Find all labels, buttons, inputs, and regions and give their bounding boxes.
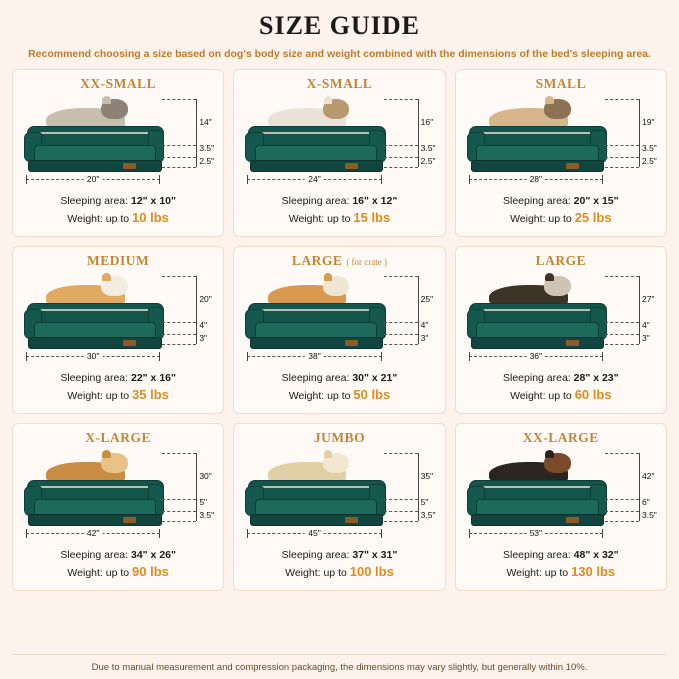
dim-base-height: 3": [641, 333, 650, 344]
weight-upto: up to: [327, 213, 354, 226]
bed-base: [471, 337, 604, 349]
dim-width: 28": [527, 174, 545, 184]
weight-row: [463, 209, 659, 228]
size-specs: [463, 194, 659, 228]
weight-value: 15 lbs: [353, 210, 391, 226]
dog-ear: [545, 450, 554, 459]
bed-illustration: [24, 274, 164, 349]
sleeping-area-label: Sleeping area:: [281, 372, 350, 385]
dim-width: 24": [305, 174, 323, 184]
height-dimensions: [384, 453, 436, 552]
bed-base: [250, 514, 383, 526]
dog-bed: [245, 126, 385, 172]
sleeping-area-value: 16" x 12": [352, 195, 398, 208]
bed-figure: [463, 93, 659, 192]
sleeping-area-label: Sleeping area:: [281, 549, 350, 562]
size-card-title: [463, 76, 659, 92]
size-name: LARGE: [535, 253, 587, 269]
weight-upto: up to: [327, 390, 354, 403]
weight-upto: up to: [105, 567, 133, 580]
bed-base: [250, 337, 383, 349]
size-card-title: [241, 76, 437, 92]
size-card-title: [20, 253, 216, 269]
dim-total-height: 35": [420, 471, 434, 482]
weight-row: [20, 209, 216, 228]
footer-divider: [12, 654, 667, 655]
weight-row: [463, 563, 659, 582]
size-name: X-SMALL: [306, 76, 373, 92]
dim-width: 30": [84, 351, 102, 361]
width-dimension: [469, 174, 603, 188]
size-name: SMALL: [535, 76, 587, 92]
sleeping-area-label: Sleeping area:: [60, 549, 129, 562]
width-dimension: [247, 528, 381, 542]
dog-ear: [102, 96, 111, 105]
dim-width: 20": [84, 174, 102, 184]
bed-figure: [463, 447, 659, 546]
weight-label: Weight:: [288, 390, 325, 403]
dim-total-height: 19": [641, 117, 655, 128]
dim-width: 42": [84, 528, 102, 538]
weight-row: [241, 386, 437, 405]
dog-ear: [102, 273, 111, 282]
brand-tag: [123, 163, 136, 169]
sleeping-area-label: Sleeping area:: [281, 195, 350, 208]
bed-figure: [241, 270, 437, 369]
bed-illustration: [467, 451, 607, 526]
sleeping-area-value: 48" x 32": [573, 549, 619, 562]
size-card-x-large: [12, 423, 224, 591]
bed-illustration: [245, 274, 385, 349]
brand-tag: [123, 340, 136, 346]
sleeping-area-label: Sleeping area:: [503, 549, 571, 562]
weight-upto: up to: [105, 390, 133, 403]
size-name: X-LARGE: [85, 430, 152, 446]
width-dimension: [469, 528, 603, 542]
dim-mid-height: 5": [420, 497, 429, 508]
size-specs: [20, 371, 216, 405]
dim-width: 45": [305, 528, 323, 538]
weight-label: Weight:: [285, 567, 321, 580]
dog-bed: [24, 303, 164, 349]
dog-bed: [245, 303, 385, 349]
size-card-title: [20, 430, 216, 446]
weight-label: Weight:: [510, 390, 546, 403]
dim-width: 53": [527, 528, 545, 538]
dim-base-height: 2.5": [420, 156, 436, 167]
weight-value: 60 lbs: [574, 387, 612, 403]
dog-ear: [324, 450, 333, 459]
dim-base-height: 3.5": [641, 510, 657, 521]
bed-illustration: [24, 451, 164, 526]
height-dimensions: [605, 453, 657, 552]
size-name: LARGE: [291, 253, 343, 269]
dim-width: 36": [527, 351, 545, 361]
size-specs: [20, 194, 216, 228]
dim-base-height: 3.5": [420, 510, 436, 521]
height-dimensions: [162, 276, 214, 375]
weight-row: [241, 563, 437, 582]
size-specs: [463, 548, 659, 582]
height-dimensions: [605, 99, 657, 198]
weight-value: 25 lbs: [574, 210, 612, 226]
width-dimension: [247, 174, 381, 188]
height-dimensions: [162, 99, 214, 198]
bed-figure: [20, 93, 216, 192]
weight-value: 50 lbs: [353, 387, 391, 403]
dim-base-height: 3.5": [199, 510, 215, 521]
sleeping-area-value: 34" x 26": [130, 549, 176, 562]
bed-illustration: [245, 451, 385, 526]
dog-ear: [545, 273, 554, 282]
weight-value: 130 lbs: [571, 564, 616, 580]
weight-label: Weight:: [510, 213, 546, 226]
weight-row: [463, 386, 659, 405]
size-card-jumbo: [233, 423, 445, 591]
footer-note: Due to manual measurement and compression packaging, the dimensions may vary slightly, but generally within 10%.: [91, 662, 588, 673]
weight-row: [241, 209, 437, 228]
bed-base: [471, 514, 604, 526]
dim-total-height: 30": [199, 471, 212, 482]
dog-ear: [102, 450, 111, 459]
size-card-title: [241, 253, 437, 269]
size-card-title: [241, 430, 437, 446]
brand-tag: [566, 340, 579, 346]
size-card-medium: [12, 246, 224, 414]
weight-value: 90 lbs: [132, 564, 169, 580]
size-card-xx-small: [12, 69, 224, 237]
dim-mid-height: 4": [199, 320, 208, 331]
bed-illustration: [245, 97, 385, 172]
size-card-large: [455, 246, 667, 414]
dim-mid-height: 6": [641, 497, 650, 508]
dim-mid-height: 4": [420, 320, 429, 331]
size-specs: [20, 548, 216, 582]
brand-tag: [566, 163, 579, 169]
height-dimensions: [384, 99, 436, 198]
size-note: ( for crate ): [346, 257, 388, 268]
bed-figure: [463, 270, 659, 369]
width-dimension: [247, 351, 381, 365]
dog-bed: [24, 126, 164, 172]
dim-mid-height: 3.5": [420, 143, 436, 154]
dim-total-height: 42": [641, 471, 655, 482]
weight-label: Weight:: [67, 390, 103, 403]
dim-total-height: 25": [420, 294, 434, 305]
brand-tag: [123, 517, 136, 523]
size-name: XX-SMALL: [80, 76, 157, 92]
weight-upto: up to: [544, 567, 572, 580]
width-dimension: [26, 174, 160, 188]
size-specs: [241, 194, 437, 228]
sleeping-area-value: 20" x 15": [573, 195, 619, 208]
weight-row: [20, 386, 216, 405]
bed-base: [28, 514, 161, 526]
brand-tag: [345, 340, 358, 346]
dog-bed: [467, 126, 607, 172]
bed-figure: [241, 93, 437, 192]
dim-mid-height: 3.5": [641, 143, 657, 154]
dog-ear: [545, 96, 554, 105]
sleeping-area-value: 28" x 23": [573, 372, 619, 385]
width-dimension: [469, 351, 603, 365]
bed-illustration: [467, 274, 607, 349]
dim-base-height: 2.5": [199, 156, 215, 167]
bed-figure: [20, 270, 216, 369]
dog-bed: [24, 480, 164, 526]
size-card-grid: [0, 69, 679, 591]
size-name: JUMBO: [313, 430, 366, 446]
size-card-title: [20, 76, 216, 92]
weight-value: 10 lbs: [132, 210, 169, 226]
sleeping-area-value: 22" x 16": [130, 372, 176, 385]
sleeping-area-value: 37" x 31": [352, 549, 398, 562]
weight-label: Weight:: [288, 213, 325, 226]
dim-total-height: 14": [199, 117, 212, 128]
dim-base-height: 2.5": [641, 156, 657, 167]
weight-label: Weight:: [506, 567, 542, 580]
weight-label: Weight:: [67, 213, 103, 226]
dim-total-height: 27": [641, 294, 655, 305]
sleeping-area-label: Sleeping area:: [503, 372, 571, 385]
size-specs: [241, 548, 437, 582]
bed-base: [28, 337, 161, 349]
dog-bed: [467, 303, 607, 349]
bed-base: [471, 160, 604, 172]
size-card-xx-large: [455, 423, 667, 591]
weight-label: Weight:: [67, 567, 103, 580]
sleeping-area-value: 12" x 10": [130, 195, 176, 208]
weight-value: 35 lbs: [132, 387, 169, 403]
sleeping-area-label: Sleeping area:: [60, 372, 129, 385]
dim-mid-height: 5": [199, 497, 208, 508]
weight-upto: up to: [105, 213, 133, 226]
size-name: XX-LARGE: [522, 430, 599, 446]
bed-base: [250, 160, 383, 172]
page-subtitle: Recommend choosing a size based on dog's body size and weight combined with the dimensions of the bed's sleeping area.: [28, 48, 651, 61]
width-dimension: [26, 528, 160, 542]
bed-illustration: [24, 97, 164, 172]
dog-bed: [467, 480, 607, 526]
brand-tag: [345, 517, 358, 523]
width-dimension: [26, 351, 160, 365]
dim-mid-height: 3.5": [199, 143, 215, 154]
sleeping-area-label: Sleeping area:: [503, 195, 571, 208]
brand-tag: [566, 517, 579, 523]
sleeping-area-value: 30" x 21": [352, 372, 398, 385]
size-specs: [463, 371, 659, 405]
height-dimensions: [384, 276, 436, 375]
weight-row: [20, 563, 216, 582]
size-card-title: [463, 253, 659, 269]
size-specs: [241, 371, 437, 405]
dog-bed: [245, 480, 385, 526]
height-dimensions: [605, 276, 657, 375]
weight-upto: up to: [548, 390, 575, 403]
dim-base-height: 3": [199, 333, 208, 344]
bed-base: [28, 160, 161, 172]
bed-illustration: [467, 97, 607, 172]
size-card-small: [455, 69, 667, 237]
dog-ear: [324, 96, 333, 105]
size-card-x-small: [233, 69, 445, 237]
size-card-title: [463, 430, 659, 446]
dim-base-height: 3": [420, 333, 429, 344]
size-card-large: [233, 246, 445, 414]
height-dimensions: [162, 453, 214, 552]
bed-figure: [20, 447, 216, 546]
bed-figure: [241, 447, 437, 546]
dim-width: 38": [305, 351, 323, 361]
brand-tag: [345, 163, 358, 169]
page-title: SIZE GUIDE: [259, 11, 420, 40]
weight-upto: up to: [323, 567, 350, 580]
dim-total-height: 16": [420, 117, 434, 128]
dog-ear: [324, 273, 333, 282]
sleeping-area-label: Sleeping area:: [60, 195, 129, 208]
weight-upto: up to: [548, 213, 575, 226]
dim-total-height: 20": [199, 294, 212, 305]
weight-value: 100 lbs: [349, 564, 394, 580]
size-name: MEDIUM: [87, 253, 150, 269]
dim-mid-height: 4": [641, 320, 650, 331]
